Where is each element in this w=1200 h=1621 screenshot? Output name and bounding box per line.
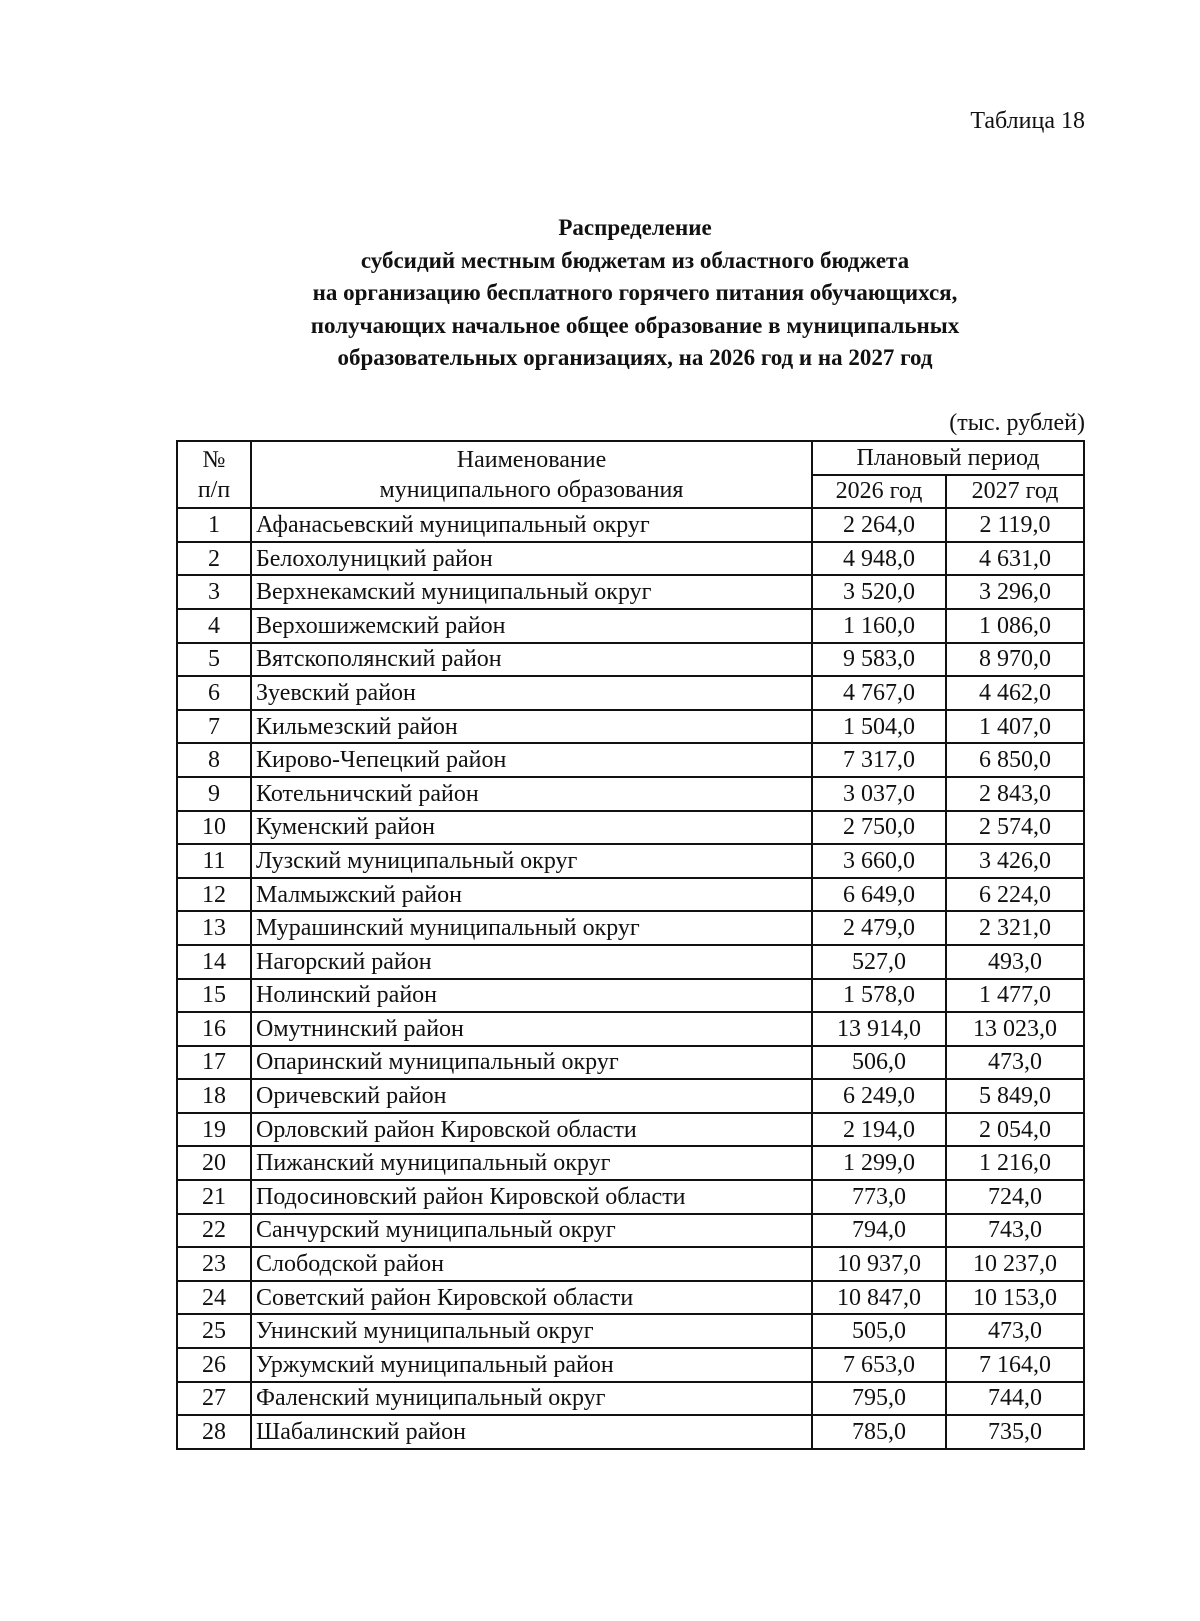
value-2026: 506,0 xyxy=(812,1046,946,1080)
value-2027: 1 407,0 xyxy=(946,710,1084,744)
value-2027: 743,0 xyxy=(946,1214,1084,1248)
header-name: Наименование муниципального образования xyxy=(251,441,812,508)
table-number-label: Таблица 18 xyxy=(970,108,1085,134)
value-2026: 794,0 xyxy=(812,1214,946,1248)
table-row xyxy=(177,844,1084,878)
row-number: 27 xyxy=(177,1382,251,1416)
table-row xyxy=(177,508,1084,542)
table-row xyxy=(177,1113,1084,1147)
value-2026: 505,0 xyxy=(812,1314,946,1348)
value-2026: 10 847,0 xyxy=(812,1281,946,1315)
table-row xyxy=(177,1146,1084,1180)
header-period: Плановый период xyxy=(812,441,1084,475)
municipality-name: Унинский муниципальный округ xyxy=(251,1314,812,1348)
value-2027: 10 153,0 xyxy=(946,1281,1084,1315)
table-row xyxy=(177,1079,1084,1113)
municipality-name: Белохолуницкий район xyxy=(251,542,812,576)
title-line: получающих начальное общее образование в муниципальных xyxy=(310,312,960,338)
row-number: 26 xyxy=(177,1348,251,1382)
value-2027: 2 843,0 xyxy=(946,777,1084,811)
value-2027: 3 296,0 xyxy=(946,575,1084,609)
row-number: 1 xyxy=(177,508,251,542)
table-row xyxy=(177,710,1084,744)
municipality-name: Кильмезский район xyxy=(251,710,812,744)
table-row xyxy=(177,1247,1084,1281)
row-number: 5 xyxy=(177,643,251,677)
value-2026: 1 160,0 xyxy=(812,609,946,643)
table-row xyxy=(177,1314,1084,1348)
row-number: 6 xyxy=(177,676,251,710)
value-2026: 6 249,0 xyxy=(812,1079,946,1113)
value-2027: 13 023,0 xyxy=(946,1012,1084,1046)
value-2026: 2 750,0 xyxy=(812,811,946,845)
value-2027: 493,0 xyxy=(946,945,1084,979)
value-2026: 10 937,0 xyxy=(812,1247,946,1281)
table-row xyxy=(177,945,1084,979)
value-2027: 10 237,0 xyxy=(946,1247,1084,1281)
value-2027: 2 321,0 xyxy=(946,911,1084,945)
row-number: 4 xyxy=(177,609,251,643)
table-row xyxy=(177,743,1084,777)
row-number: 13 xyxy=(177,911,251,945)
value-2026: 773,0 xyxy=(812,1180,946,1214)
table-row xyxy=(177,1180,1084,1214)
municipality-name: Лузский муниципальный округ xyxy=(251,844,812,878)
table-row xyxy=(177,979,1084,1013)
table-row xyxy=(177,1415,1084,1449)
municipality-name: Верхнекамский муниципальный округ xyxy=(251,575,812,609)
value-2026: 7 317,0 xyxy=(812,743,946,777)
row-number: 19 xyxy=(177,1113,251,1147)
value-2026: 7 653,0 xyxy=(812,1348,946,1382)
units-label: (тыс. рублей) xyxy=(949,410,1085,436)
value-2026: 1 504,0 xyxy=(812,710,946,744)
value-2026: 1 578,0 xyxy=(812,979,946,1013)
value-2027: 3 426,0 xyxy=(946,844,1084,878)
value-2026: 13 914,0 xyxy=(812,1012,946,1046)
table-row xyxy=(177,1046,1084,1080)
municipality-name: Верхошижемский район xyxy=(251,609,812,643)
row-number: 15 xyxy=(177,979,251,1013)
municipality-name: Афанасьевский муниципальный округ xyxy=(251,508,812,542)
municipality-name: Фаленский муниципальный округ xyxy=(251,1382,812,1416)
municipality-name: Слободской район xyxy=(251,1247,812,1281)
header-year-2026: 2026 год xyxy=(812,475,946,509)
row-number: 20 xyxy=(177,1146,251,1180)
value-2027: 5 849,0 xyxy=(946,1079,1084,1113)
value-2027: 6 850,0 xyxy=(946,743,1084,777)
value-2027: 735,0 xyxy=(946,1415,1084,1449)
value-2027: 2 119,0 xyxy=(946,508,1084,542)
municipality-name: Вятскополянский район xyxy=(251,643,812,677)
table-row xyxy=(177,643,1084,677)
municipality-name: Малмыжский район xyxy=(251,878,812,912)
value-2027: 473,0 xyxy=(946,1314,1084,1348)
table-row xyxy=(177,575,1084,609)
table-row xyxy=(177,1012,1084,1046)
value-2027: 2 054,0 xyxy=(946,1113,1084,1147)
municipality-name: Уржумский муниципальный район xyxy=(251,1348,812,1382)
value-2026: 4 767,0 xyxy=(812,676,946,710)
title-line: на организацию бесплатного горячего питания обучающихся, xyxy=(312,280,958,305)
municipality-name: Шабалинский район xyxy=(251,1415,812,1449)
value-2027: 2 574,0 xyxy=(946,811,1084,845)
row-number: 23 xyxy=(177,1247,251,1281)
municipality-name: Нолинский район xyxy=(251,979,812,1013)
value-2026: 2 194,0 xyxy=(812,1113,946,1147)
row-number: 9 xyxy=(177,777,251,811)
table-row xyxy=(177,811,1084,845)
municipality-name: Котельничский район xyxy=(251,777,812,811)
municipality-name: Опаринский муниципальный округ xyxy=(251,1046,812,1080)
table-row xyxy=(177,1382,1084,1416)
row-number: 14 xyxy=(177,945,251,979)
value-2027: 473,0 xyxy=(946,1046,1084,1080)
municipality-name: Пижанский муниципальный округ xyxy=(251,1146,812,1180)
title-line: Распределение xyxy=(558,215,712,240)
value-2026: 2 479,0 xyxy=(812,911,946,945)
table-row xyxy=(177,676,1084,710)
row-number: 12 xyxy=(177,878,251,912)
value-2027: 724,0 xyxy=(946,1180,1084,1214)
header-number: № п/п xyxy=(177,441,251,508)
municipality-name: Санчурский муниципальный округ xyxy=(251,1214,812,1248)
value-2026: 785,0 xyxy=(812,1415,946,1449)
title-line: образовательных организациях, на 2026 год и на 2027 год xyxy=(337,345,933,370)
value-2026: 527,0 xyxy=(812,945,946,979)
row-number: 16 xyxy=(177,1012,251,1046)
municipality-name: Куменский район xyxy=(251,811,812,845)
value-2027: 1 216,0 xyxy=(946,1146,1084,1180)
row-number: 28 xyxy=(177,1415,251,1449)
row-number: 21 xyxy=(177,1180,251,1214)
table-row xyxy=(177,1281,1084,1315)
value-2027: 8 970,0 xyxy=(946,643,1084,677)
row-number: 3 xyxy=(177,575,251,609)
row-number: 8 xyxy=(177,743,251,777)
row-number: 22 xyxy=(177,1214,251,1248)
value-2027: 1 477,0 xyxy=(946,979,1084,1013)
municipality-name: Омутнинский район xyxy=(251,1012,812,1046)
value-2027: 6 224,0 xyxy=(946,878,1084,912)
municipality-name: Подосиновский район Кировской области xyxy=(251,1180,812,1214)
table-row xyxy=(177,1214,1084,1248)
row-number: 2 xyxy=(177,542,251,576)
row-number: 17 xyxy=(177,1046,251,1080)
value-2027: 4 462,0 xyxy=(946,676,1084,710)
table-row xyxy=(177,1348,1084,1382)
value-2026: 795,0 xyxy=(812,1382,946,1416)
municipality-name: Зуевский район xyxy=(251,676,812,710)
table-row xyxy=(177,911,1084,945)
table-row xyxy=(177,542,1084,576)
municipality-name: Кирово-Чепецкий район xyxy=(251,743,812,777)
value-2026: 3 660,0 xyxy=(812,844,946,878)
value-2026: 2 264,0 xyxy=(812,508,946,542)
row-number: 18 xyxy=(177,1079,251,1113)
value-2026: 1 299,0 xyxy=(812,1146,946,1180)
subsidy-table xyxy=(176,440,1085,1450)
document-title xyxy=(180,212,1090,375)
value-2027: 4 631,0 xyxy=(946,542,1084,576)
municipality-name: Советский район Кировской области xyxy=(251,1281,812,1315)
title-line: субсидий местным бюджетам из областного бюджета xyxy=(360,247,910,273)
row-number: 11 xyxy=(177,844,251,878)
table-row xyxy=(177,878,1084,912)
row-number: 24 xyxy=(177,1281,251,1315)
row-number: 7 xyxy=(177,710,251,744)
row-number: 10 xyxy=(177,811,251,845)
table-row xyxy=(177,777,1084,811)
row-number: 25 xyxy=(177,1314,251,1348)
value-2027: 7 164,0 xyxy=(946,1348,1084,1382)
value-2026: 3 520,0 xyxy=(812,575,946,609)
value-2027: 744,0 xyxy=(946,1382,1084,1416)
municipality-name: Нагорский район xyxy=(251,945,812,979)
value-2026: 9 583,0 xyxy=(812,643,946,677)
table-row xyxy=(177,609,1084,643)
municipality-name: Мурашинский муниципальный округ xyxy=(251,911,812,945)
value-2026: 4 948,0 xyxy=(812,542,946,576)
header-year-2027: 2027 год xyxy=(946,475,1084,509)
value-2027: 1 086,0 xyxy=(946,609,1084,643)
value-2026: 3 037,0 xyxy=(812,777,946,811)
municipality-name: Орловский район Кировской области xyxy=(251,1113,812,1147)
municipality-name: Оричевский район xyxy=(251,1079,812,1113)
value-2026: 6 649,0 xyxy=(812,878,946,912)
